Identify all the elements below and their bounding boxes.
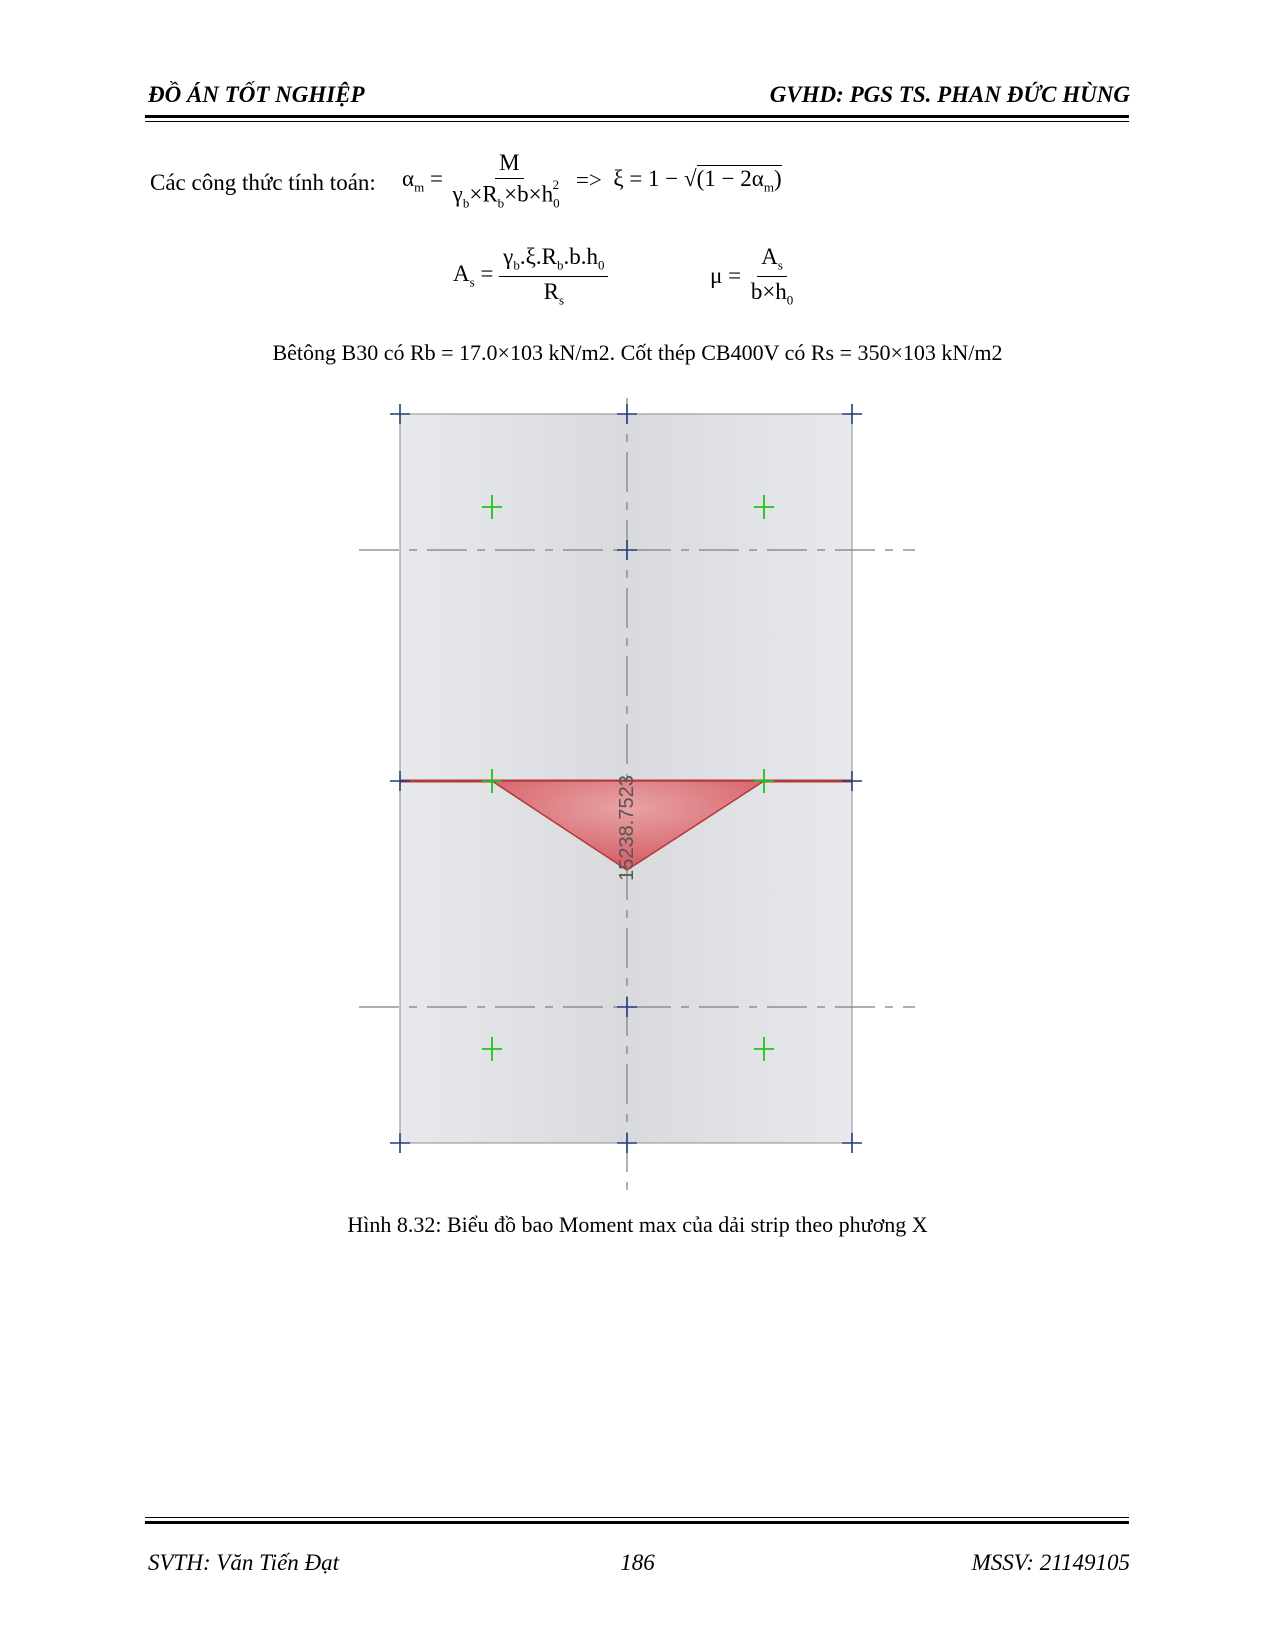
header-right-advisor: GVHD: PGS TS. PHAN ĐỨC HÙNG	[769, 82, 1130, 107]
moment-value-label: 15238.7523	[616, 775, 638, 881]
header-rule-thin	[145, 121, 1129, 122]
footer-student: SVTH: Văn Tiến Đạt	[148, 1550, 340, 1575]
page-number: 186	[620, 1550, 655, 1575]
formula-as: $A_s$ = $\frac{\gamma_b.\xi.R_b.b.h_0}{R_s}$	[453, 244, 608, 308]
footer-student-id: MSSV: 21149105	[971, 1550, 1130, 1575]
formula-arrow: =>	[575, 167, 602, 193]
header-left-title: ĐỒ ÁN TỐT NGHIỆP	[148, 82, 365, 107]
header-rule-thick	[145, 115, 1129, 118]
formula-alpha-m: $\alpha_m$ = $\frac{M}{\gamma_b\times R_b\times b\times h_0^2}$ => $\xi = 1 - √(1 - 2\alpha_m)$	[402, 150, 782, 211]
formula-intro: Các công thức tính toán:	[150, 170, 376, 195]
footer-rule-thick	[145, 1521, 1129, 1524]
formula-mu: μ = $\frac{A_s}{b\times h_0}$	[710, 244, 794, 308]
footer-rule-thin	[145, 1517, 1129, 1518]
figure-caption: Hình 8.32: Biểu đồ bao Moment max của dải strip theo phương X	[347, 1212, 928, 1237]
material-properties: Bêtông B30 có Rb = 17.0×103 kN/m2. Cốt thép CB400V có Rs = 350×103 kN/m2	[272, 340, 1003, 365]
moment-diagram-figure	[355, 398, 920, 1198]
